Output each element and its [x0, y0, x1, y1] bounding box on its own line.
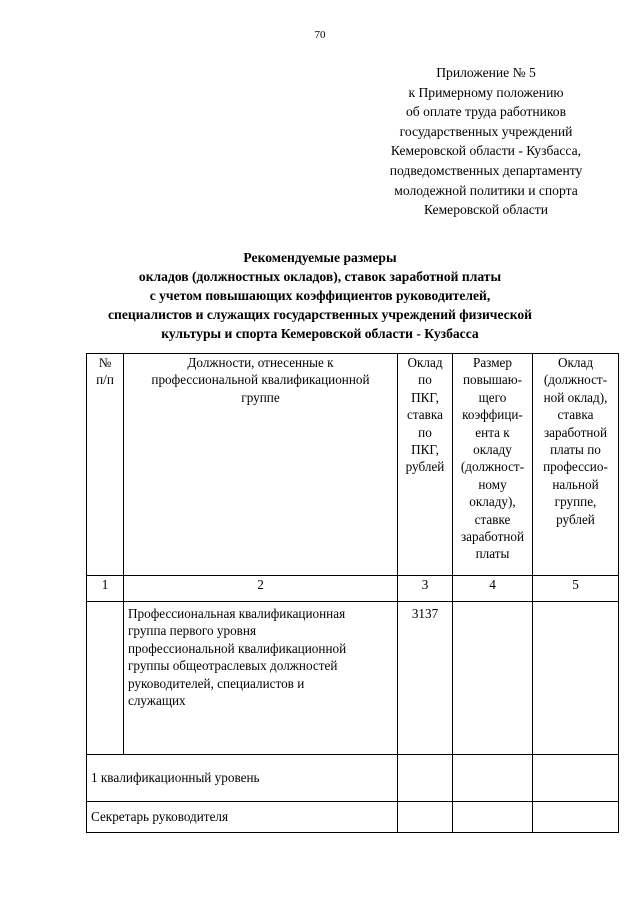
- appendix-note: [368, 63, 604, 220]
- header-line: повышаю-: [463, 372, 522, 388]
- header-line: рублей: [556, 511, 595, 527]
- column-number: 3: [398, 576, 453, 602]
- header-line: окладу),: [469, 494, 516, 510]
- header-cell-positions: [124, 354, 398, 576]
- header-line: коэффици-: [462, 407, 523, 423]
- level-coefficient-cell: [453, 755, 533, 802]
- header-line: ставка: [557, 407, 594, 423]
- table-row-level: [87, 755, 619, 802]
- appendix-line: подведомственных департаменту: [389, 162, 583, 178]
- group-name-line: группы общеотраслевых должностей: [128, 658, 338, 674]
- header-line: Размер: [472, 355, 512, 370]
- header-line: ПКГ,: [411, 442, 439, 458]
- column-number-row: [87, 576, 619, 602]
- table-row-qualification-group: [87, 602, 619, 755]
- header-line: ставка: [407, 407, 443, 423]
- header-line: группе,: [554, 494, 597, 510]
- group-name-line: руководителей, специалистов и: [128, 675, 305, 691]
- appendix-line: государственных учреждений: [399, 123, 573, 139]
- header-line: (должност-: [460, 459, 525, 475]
- page-number: 70: [314, 29, 326, 41]
- salary-table: [86, 353, 619, 833]
- title-line: культуры и спорта Кемеровской области - Кузбасса: [161, 326, 479, 341]
- level-total-cell: [533, 755, 619, 802]
- header-line: Должности, отнесенные к: [187, 355, 334, 370]
- column-number: 5: [533, 576, 619, 602]
- group-salary-cell: 3137: [398, 602, 453, 755]
- header-line: ной оклад),: [543, 389, 608, 405]
- appendix-line: об оплате труда работников: [405, 104, 567, 120]
- column-number: 1: [87, 576, 124, 602]
- appendix-line: к Примерному положению: [408, 84, 564, 100]
- position-salary-cell: [398, 802, 453, 833]
- appendix-line: Кемеровской области: [423, 202, 548, 218]
- title-line: специалистов и служащих государственных учреждений физической: [108, 307, 532, 322]
- title-line: Рекомендуемые размеры: [243, 250, 397, 265]
- header-line: ента к: [475, 424, 510, 440]
- group-coefficient-cell: [453, 602, 533, 755]
- header-cell-coefficient: [453, 354, 533, 576]
- header-line: заработной: [543, 424, 608, 440]
- group-name-cell: [124, 602, 398, 755]
- header-line: Оклад: [407, 355, 443, 370]
- header-line: Оклад: [557, 355, 594, 370]
- column-number: 4: [453, 576, 533, 602]
- header-line: профессиональной квалификационной: [151, 372, 370, 388]
- header-line: нальной: [552, 476, 599, 492]
- group-name-line: профессиональной квалификационной: [128, 640, 347, 656]
- header-line: по: [418, 424, 432, 440]
- header-line: ПКГ,: [411, 389, 439, 405]
- table-header-row: [87, 354, 619, 576]
- level-label: 1 квалификационный уровень: [87, 755, 398, 802]
- header-line: окладу: [473, 442, 512, 458]
- header-line: п/п: [96, 372, 114, 388]
- header-line: ному: [478, 476, 507, 492]
- appendix-line: Приложение № 5: [436, 65, 536, 80]
- header-line: профессио-: [543, 459, 608, 475]
- appendix-line: молодежной политики и спорта: [394, 182, 578, 198]
- header-cell-base-salary: [398, 354, 453, 576]
- header-cell-number: [87, 354, 124, 576]
- group-name-line: группа первого уровня: [128, 623, 257, 639]
- appendix-line: Кемеровской области - Кузбасса,: [390, 143, 582, 159]
- position-label: Секретарь руководителя: [87, 802, 398, 833]
- title-line: с учетом повышающих коэффициентов руководителей,: [149, 288, 491, 303]
- level-salary-cell: [398, 755, 453, 802]
- column-number: 2: [124, 576, 398, 602]
- position-total-cell: [533, 802, 619, 833]
- header-line: щего: [478, 389, 507, 405]
- header-line: платы: [475, 546, 510, 562]
- header-line: (должност-: [543, 372, 608, 388]
- group-number-cell: [87, 602, 124, 755]
- position-coefficient-cell: [453, 802, 533, 833]
- group-name-line: Профессиональная квалификационная: [128, 606, 346, 621]
- header-line: по: [418, 372, 432, 388]
- header-line: группе: [241, 389, 280, 405]
- table-row-position: [87, 802, 619, 833]
- header-line: №: [98, 355, 112, 370]
- header-line: рублей: [405, 459, 445, 475]
- title-line: окладов (должностных окладов), ставок заработной платы: [138, 269, 502, 284]
- group-name-line: служащих: [128, 693, 186, 709]
- group-total-cell: [533, 602, 619, 755]
- header-line: ставке: [474, 511, 511, 527]
- document-title: [80, 248, 560, 343]
- header-line: платы по: [550, 442, 601, 458]
- header-line: заработной: [460, 529, 525, 545]
- header-cell-group-salary: [533, 354, 619, 576]
